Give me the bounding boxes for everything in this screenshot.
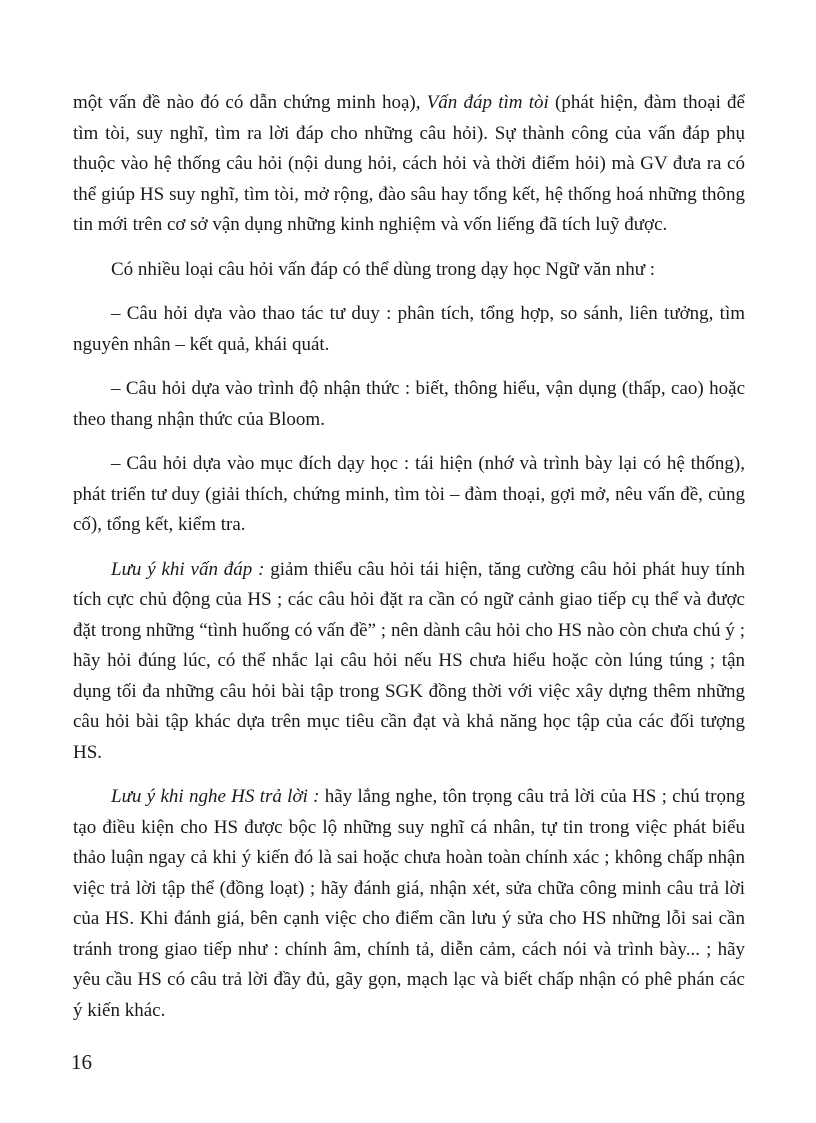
paragraph-note-questioning (73, 555, 745, 769)
text-run: (phát hiện, đàm thoại để tìm tòi, suy nghĩ, tìm ra lời đáp cho những câu hỏi). Sự thành công của vấn đáp phụ thuộc vào hệ thống câu hỏi (nội dung hỏi, cách hỏi và thời điểm hỏi) mà GV đưa ra có thể giúp HS suy nghĩ, tìm tòi, mở rộng, đào sâu hay tổng kết, hệ thống hoá những thông tin mới trên cơ sở vận dụng những kinh nghiệm và vốn liếng đã tích luỹ được. (73, 92, 745, 235)
list-item-cognition-level (73, 374, 745, 435)
italic-note-heading: Lưu ý khi nghe HS trả lời : (111, 786, 320, 807)
italic-term-van-dap-tim-toi: Vấn đáp tìm tòi (426, 92, 549, 113)
text-run: hãy lắng nghe, tôn trọng câu trả lời của HS ; chú trọng tạo điều kiện cho HS được bộc lộ những suy nghĩ cá nhân, tự tin trong việc phát biểu thảo luận ngay cả khi ý kiến đó là sai hoặc chưa hoàn toàn chính xác ; không chấp nhận việc trả lời tập thể (đồng loạt) ; hãy đánh giá, nhận xét, sửa chữa công minh câu trả lời của HS. Khi đánh giá, bên cạnh việc cho điểm cần lưu ý sửa cho HS những lỗi sai cần tránh trong giao tiếp như : chính âm, chính tả, diễn cảm, cách nói và trình bày... ; hãy yêu cầu HS có câu trả lời đầy đủ, gãy gọn, mạch lạc và biết chấp nhận có phê phán các ý kiến khác. (73, 786, 745, 1021)
list-item-teaching-purpose (73, 449, 745, 541)
paragraph-note-listening (73, 782, 745, 1026)
text-run: – Câu hỏi dựa vào thao tác tư duy : phân tích, tổng hợp, so sánh, liên tưởng, tìm nguyên nhân – kết quả, khái quát. (73, 303, 745, 355)
italic-note-heading: Lưu ý khi vấn đáp : (111, 558, 265, 580)
page-body (73, 88, 745, 1040)
text-run: – Câu hỏi dựa vào mục đích dạy học : tái hiện (nhớ và trình bày lại có hệ thống), phát triển tư duy (giải thích, chứng minh, tìm tòi – đàm thoại, gợi mở, nêu vấn đề, củng cố), tổng kết, kiểm tra. (73, 453, 745, 535)
text-run: một vấn đề nào đó có dẫn chứng minh hoạ), (73, 92, 427, 113)
paragraph-continuation (73, 88, 745, 241)
text-run: – Câu hỏi dựa vào trình độ nhận thức : biết, thông hiểu, vận dụng (thấp, cao) hoặc theo thang nhận thức của Bloom. (73, 378, 745, 430)
list-item-thinking-operations (73, 299, 745, 360)
text-run: Có nhiều loại câu hỏi vấn đáp có thể dùng trong dạy học Ngữ văn như : (111, 258, 656, 280)
text-run: giảm thiểu câu hỏi tái hiện, tăng cường câu hỏi phát huy tính tích cực chủ động của HS ; các câu hỏi đặt ra cần có ngữ cảnh giao tiếp cụ thể và được đặt trong những “tình huống có vấn đề” ; nên dành câu hỏi cho HS nào còn chưa chú ý ; hãy hỏi đúng lúc, có thể nhắc lại câu hỏi nếu HS chưa hiểu hoặc còn lúng túng ; tận dụng tối đa những câu hỏi bài tập trong SGK đồng thời với việc xây dựng thêm những câu hỏi bài tập khác dựa trên mục tiêu cần đạt và khả năng học tập của các đối tượng HS. (73, 558, 746, 763)
page-number: 16 (71, 1050, 92, 1074)
paragraph-question-types-intro (73, 255, 745, 286)
